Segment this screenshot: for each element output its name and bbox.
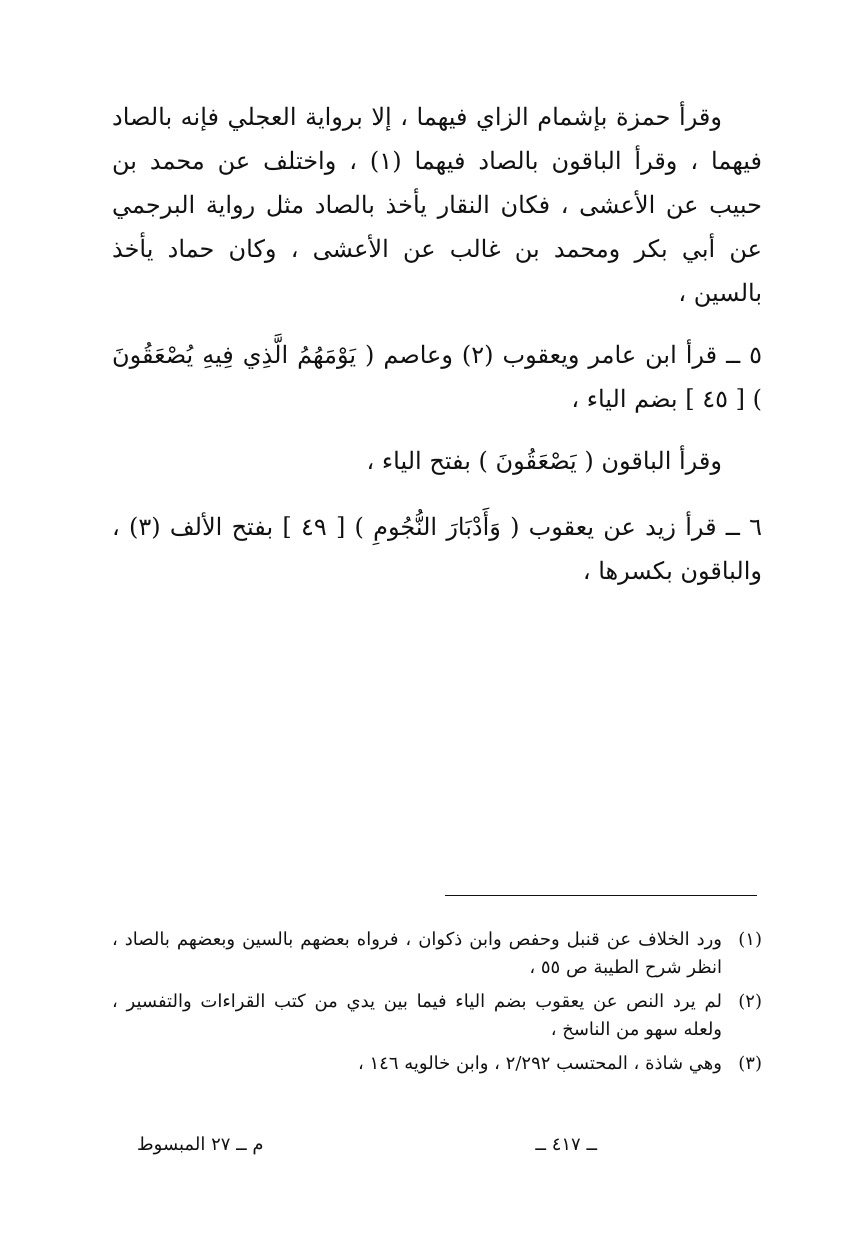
paragraph-hamza: وقرأ حمزة بإشمام الزاي فيهما ، إلا برواية العجلي فإنه بالصاد فيهما ، وقرأ الباقون بالصاد فيهما (١) ، واختلف عن محمد بن حبيب عن الأعشى ، فكان النقار يأخذ بالصاد مثل رواية البرجمي عن أبي بكر ومحمد بن غالب عن الأعشى ، وكان حماد يأخذ بالسين ، [112, 103, 762, 307]
page-number: ــ ٤١٧ ــ [535, 1134, 597, 1155]
footnote-3 [112, 1050, 762, 1078]
footnotes [112, 926, 762, 1084]
footnote-1 [112, 926, 762, 982]
footnote-number: (٣) [738, 1053, 762, 1074]
page-footer [112, 1134, 762, 1164]
footnote-number: (١) [738, 929, 762, 950]
paragraph-baqun: وقرأ الباقون ( يَصْعَقُونَ ) بفتح الياء ، [366, 447, 722, 475]
footnote-separator [445, 895, 757, 896]
footnote-number: (٢) [738, 991, 762, 1012]
paragraph-item-5: ٥ ــ قرأ ابن عامر ويعقوب (٢) وعاصم ( يَوْمَهُمُ الَّذِي فِيهِ يُصْعَقُونَ ) [ ٤٥ ] بضم الياء ، [112, 341, 762, 413]
footnote-text: وهي شاذة ، المحتسب ٢/٢٩٢ ، وابن خالويه ١٤٦ ، [357, 1053, 722, 1074]
main-text [112, 95, 762, 593]
footnote-2 [112, 988, 762, 1044]
paragraph-item-6: ٦ ــ قرأ زيد عن يعقوب ( وَأَدْبَارَ النُّجُومِ ) [ ٤٩ ] بفتح الألف (٣) ، والباقون بكسرها ، [112, 513, 762, 585]
footnote-text: لم يرد النص عن يعقوب بضم الياء فيما بين يدي من كتب القراءات والتفسير ، ولعله سهو من الناسخ ، [112, 991, 722, 1040]
footnote-text: ورد الخلاف عن قنبل وحفص وابن ذكوان ، فرواه بعضهم بالسين وبعضهم بالصاد ، انظر شرح الطيبة ص ٥٥ ، [112, 929, 722, 978]
signature-mark: م ــ ٢٧ المبسوط [137, 1134, 264, 1155]
